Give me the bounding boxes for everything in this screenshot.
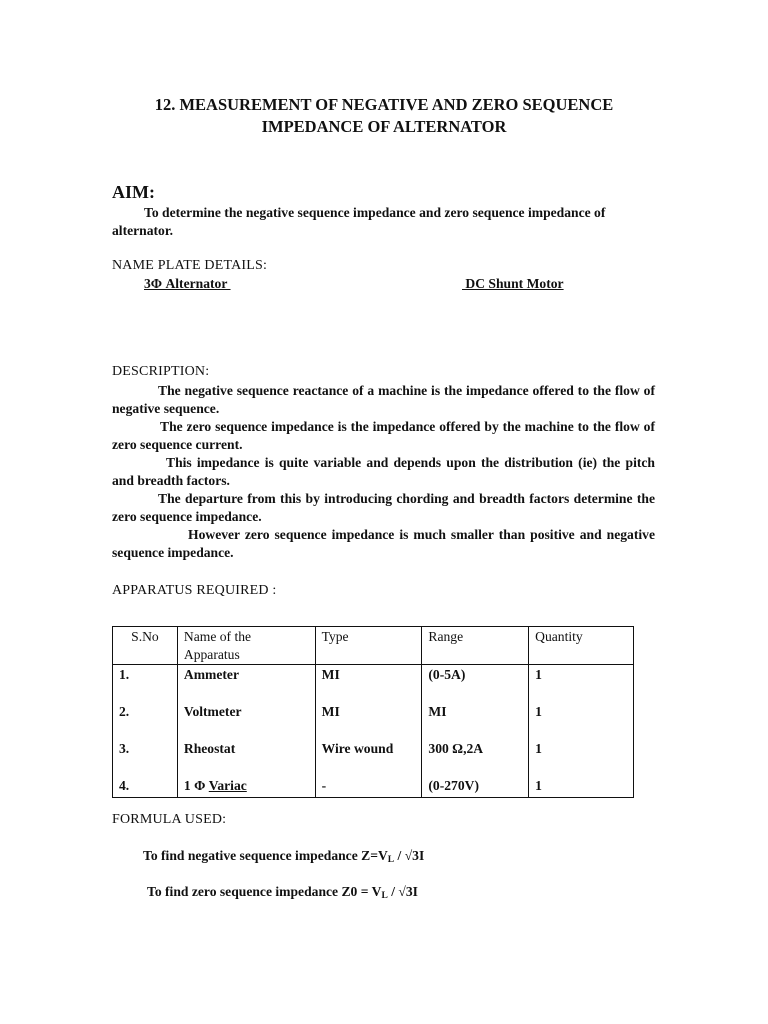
column-header-type: Type [315,627,422,665]
column-header-name: Name of the Apparatus [177,627,315,665]
cell-type: - [315,776,422,798]
cell-name: Ammeter [177,665,315,703]
table-row [113,739,634,776]
cell-range: (0-270V) [422,776,529,798]
cell-range: MI [422,702,529,739]
cell-sno: 3. [113,739,178,776]
formula-text: / √3I [391,884,418,899]
formula-negative-sequence [143,848,424,865]
formula-text: / √3I [397,848,425,863]
aim-text [112,204,655,240]
table-row [113,665,634,703]
apparatus-table [112,626,634,798]
column-header-range: Range [422,627,529,665]
cell-range: 300 Ω,2A [422,739,529,776]
description-body [112,382,655,562]
formula-subscript: L [387,855,395,865]
formula-text: To find negative sequence impedance Z=V [143,848,388,863]
cell-name-prefix: 1 Φ [183,778,209,793]
document-title-line-2: IMPEDANCE OF ALTERNATOR [261,117,507,136]
description-paragraph: The negative sequence reactance of a machine is the impedance offered to the flow of negative sequence. [112,383,655,416]
description-paragraph: However zero sequence impedance is much smaller than positive and negative sequence impedance. [112,527,655,560]
cell-quantity: 1 [529,776,634,798]
cell-sno: 1. [113,665,178,703]
aim-heading: AIM: [112,182,155,202]
description-paragraph: This impedance is quite variable and depends upon the distribution (ie) the pitch and breadth factors. [112,455,655,488]
table-row [113,776,634,798]
cell-name: Voltmeter [177,702,315,739]
description-paragraph: The zero sequence impedance is the impedance offered by the machine to the flow of zero sequence current. [112,419,655,452]
name-plate-dc-motor: DC Shunt Motor [462,276,564,291]
column-header-sno: S.No [113,627,178,665]
cell-sno: 4. [113,776,178,798]
aim-text-content: To determine the negative sequence impedance and zero sequence impedance of alternator. [112,205,606,238]
cell-name-text: Variac [208,778,247,793]
cell-range: (0-5A) [422,665,529,703]
document-title-line-1: 12. MEASUREMENT OF NEGATIVE AND ZERO SEQUENCE [154,95,614,114]
cell-type: Wire wound [315,739,422,776]
name-plate-heading: NAME PLATE DETAILS: [112,258,268,273]
cell-name: Rheostat [177,739,315,776]
formula-text: To find zero sequence impedance Z0 = V [147,884,382,899]
cell-type: MI [315,702,422,739]
cell-quantity: 1 [529,702,634,739]
cell-quantity: 1 [529,665,634,703]
cell-name [177,776,315,798]
table-row [113,702,634,739]
description-paragraph: The departure from this by introducing chording and breadth factors determine the zero sequence impedance. [112,491,655,524]
description-heading: DESCRIPTION: [112,364,210,379]
table-header-row [113,627,634,665]
name-plate-alternator: 3Φ Alternator [144,276,231,291]
apparatus-heading: APPARATUS REQUIRED : [112,583,277,598]
column-header-quantity: Quantity [529,627,634,665]
cell-type: MI [315,665,422,703]
cell-quantity: 1 [529,739,634,776]
formula-subscript: L [381,891,388,901]
cell-sno: 2. [113,702,178,739]
formula-zero-sequence [147,884,418,901]
formula-heading: FORMULA USED: [112,812,227,827]
